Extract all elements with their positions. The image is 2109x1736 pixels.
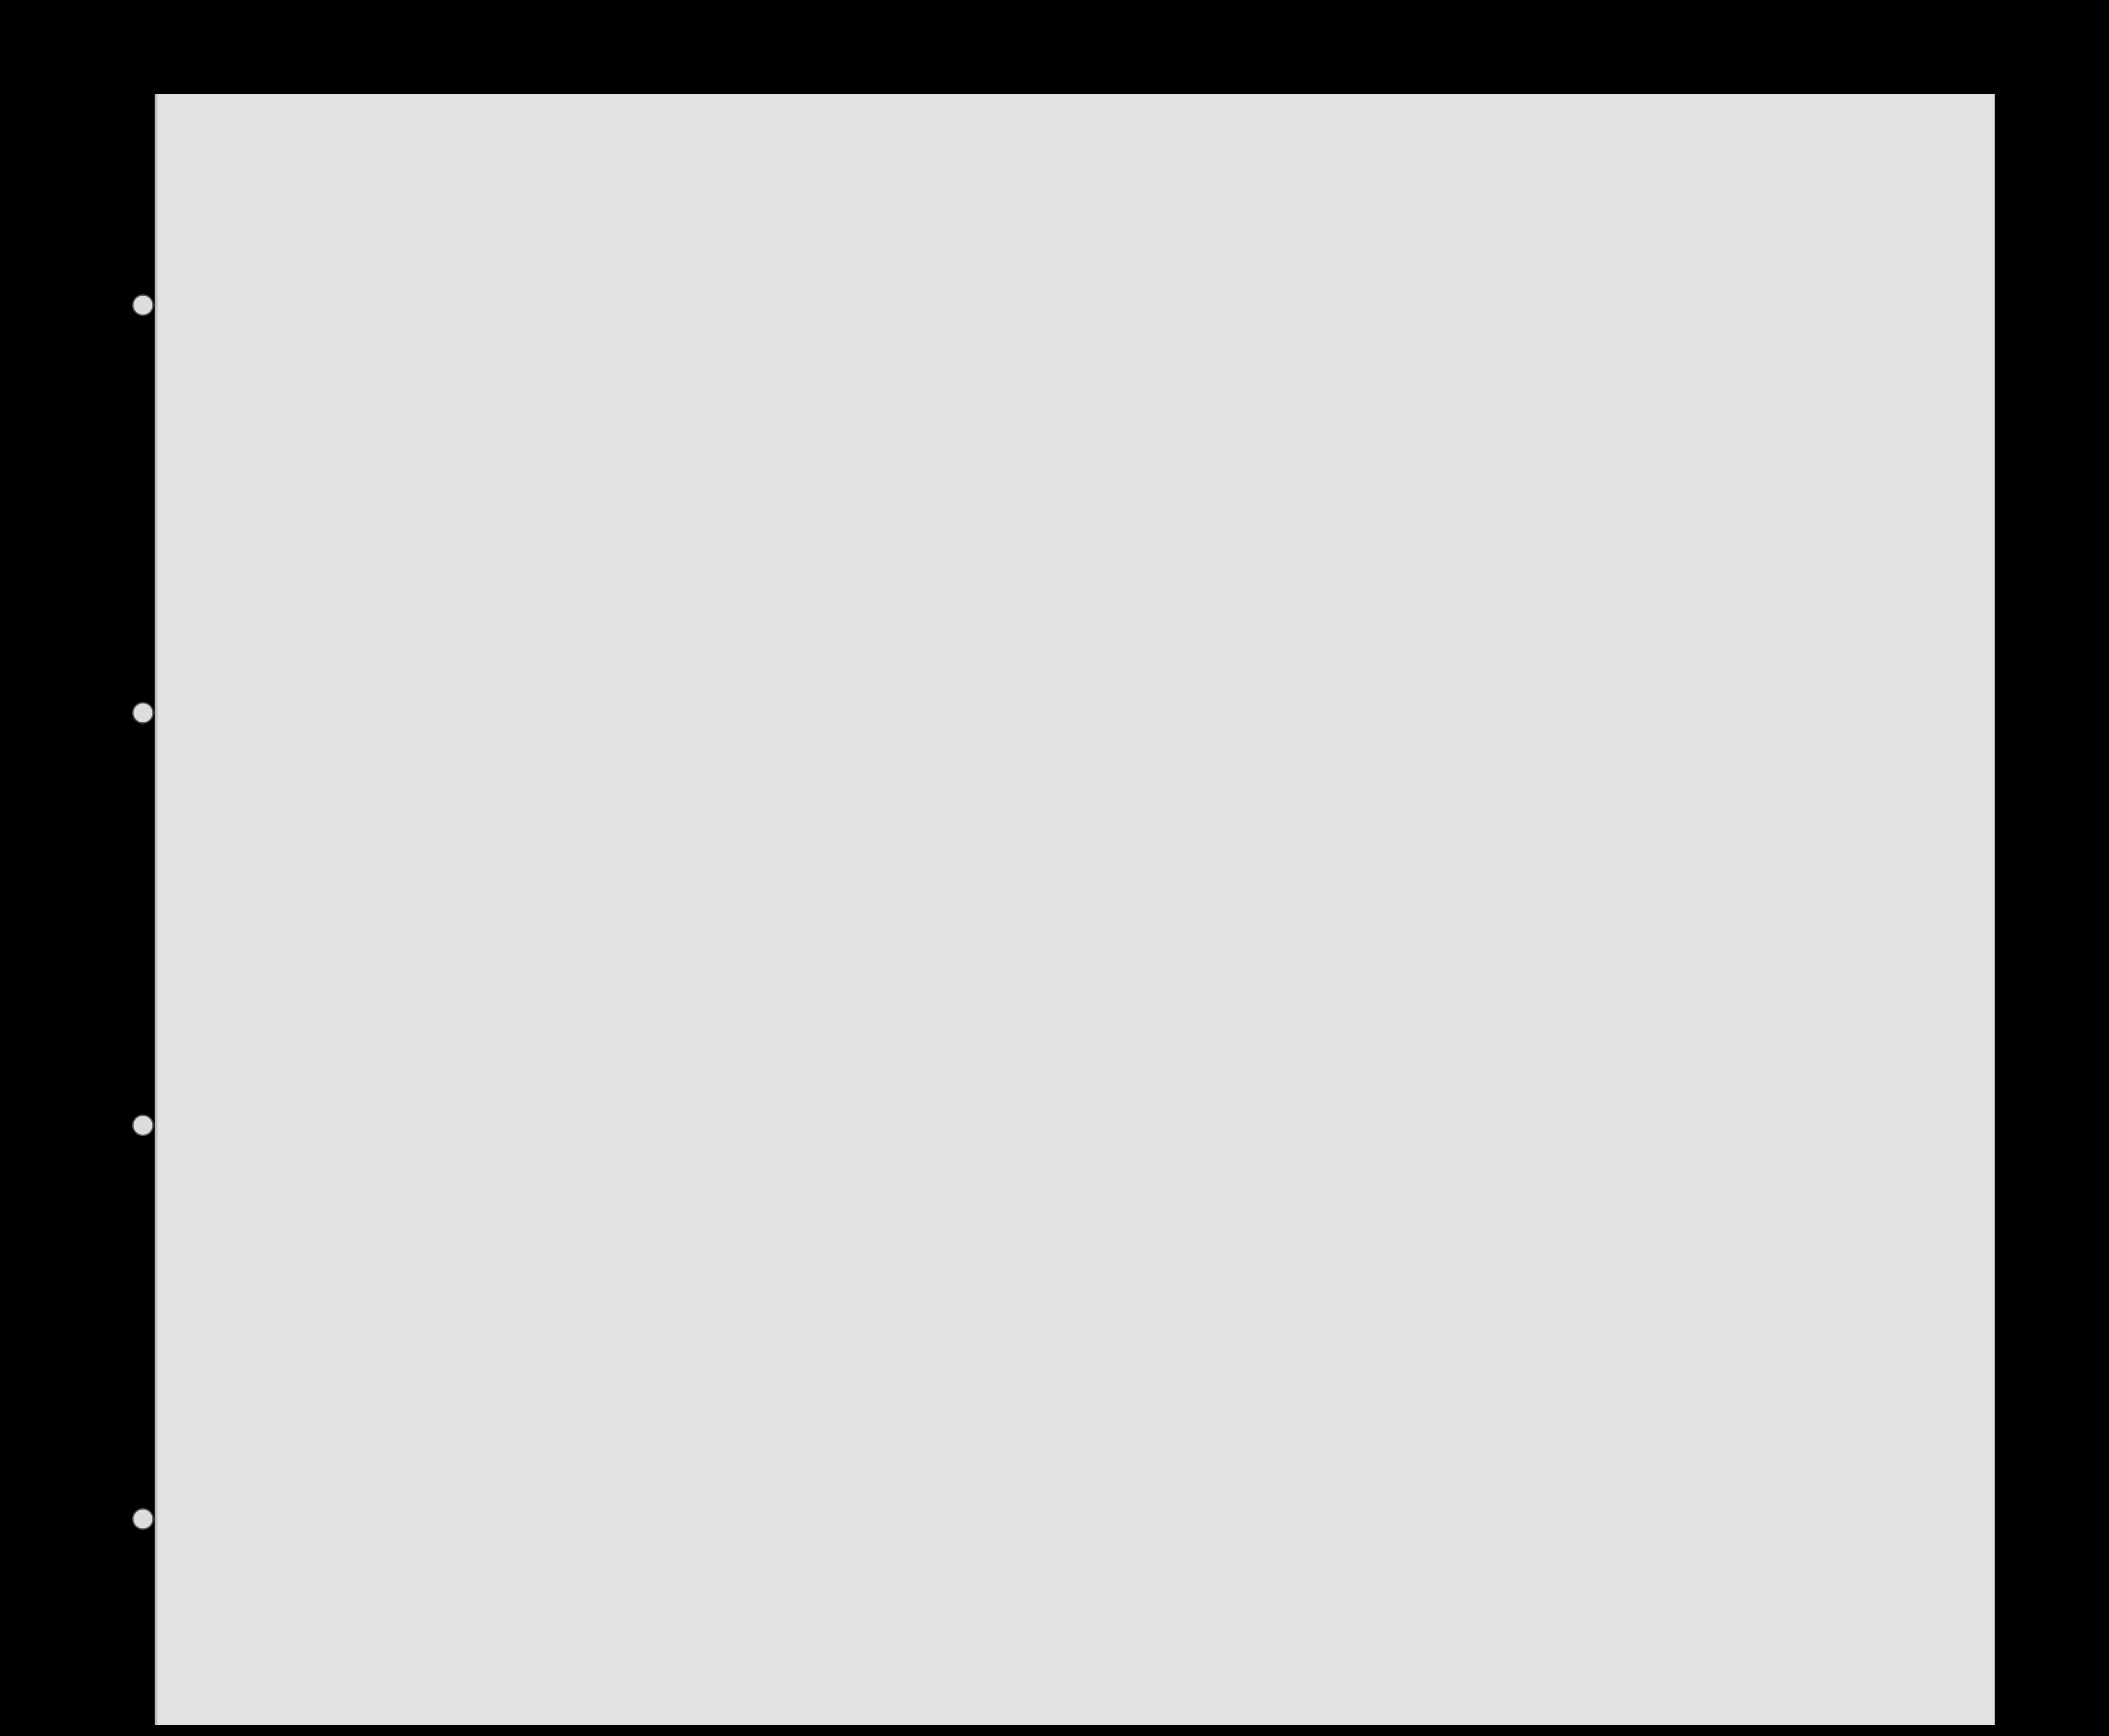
manifest-sheet	[155, 94, 1995, 1725]
binder-hole	[132, 294, 154, 316]
binder-hole	[132, 1508, 154, 1530]
binder-hole	[132, 702, 154, 724]
binder-hole	[132, 1115, 154, 1136]
